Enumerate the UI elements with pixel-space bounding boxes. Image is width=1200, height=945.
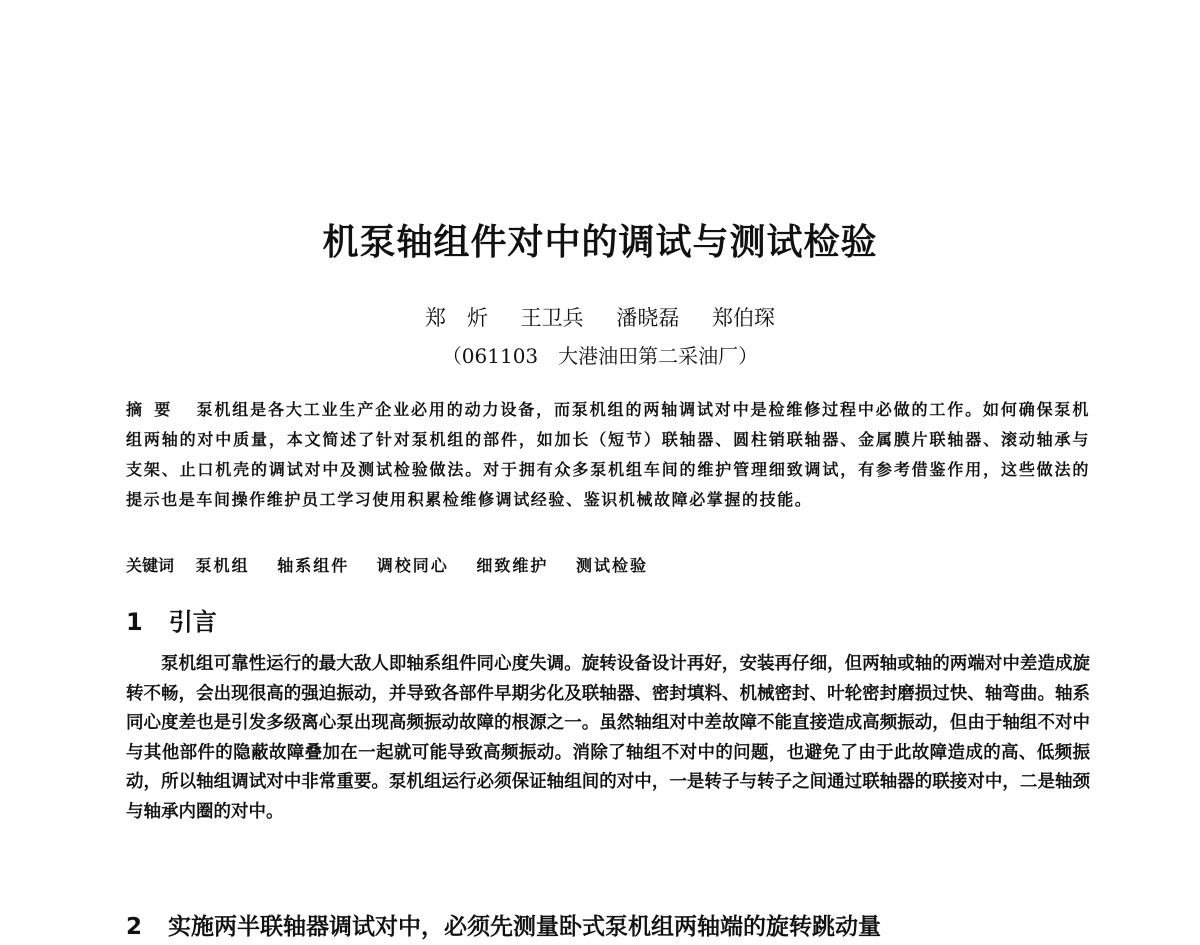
keywords-block	[126, 553, 1090, 576]
keyword: 轴系组件	[277, 556, 350, 575]
section-number: 1	[126, 608, 143, 636]
abstract-label: 摘要	[126, 400, 183, 419]
author-name: 郑伯琛	[712, 306, 776, 330]
abstract-block	[126, 395, 1090, 515]
author-name: 郑 炘	[424, 306, 488, 330]
section-heading	[126, 908, 881, 941]
keyword: 调校同心	[376, 556, 449, 575]
keywords-label: 关键词	[126, 556, 175, 575]
keyword: 测试检验	[575, 556, 648, 575]
section-title: 实施两半联轴器调试对中，必须先测量卧式泵机组两轴端的旋转跳动量	[168, 914, 882, 940]
author-name: 王卫兵	[520, 306, 584, 330]
keyword: 泵机组	[195, 556, 250, 575]
section-heading	[126, 602, 217, 637]
section-paragraph: 泵机组可靠性运行的最大敌人即轴系组件同心度失调。旋转设备设计再好，安装再仔细，但两轴或轴的两端对中差造成旋转不畅，会出现很高的强迫振动，并导致各部件早期劣化及联轴器、密封填料、机械密封、叶轮密封磨损过快、轴弯曲。轴系同心度差也是引发多级离心泵出现高频振动故障的根源之一。虽然轴组对中差故障不能直接造成高频振动，但由于轴组不对中与其他部件的隐蔽故障叠加在一起就可能导致高频振动。消除了轴组不对中的问题，也避免了由于此故障造成的高、低频振动，所以轴组调试对中非常重要。泵机组运行必须保证轴组间的对中，一是转子与转子之间通过联轴器的联接对中，二是轴颈与轴承内圈的对中。	[126, 654, 1090, 822]
paper-title: 机泵轴组件对中的调试与测试检验	[322, 222, 878, 263]
affiliation: （061103 大港油田第二采油厂）	[441, 344, 759, 368]
author-list	[0, 302, 1200, 332]
section-number: 2	[126, 914, 143, 940]
author-name: 潘晓磊	[616, 306, 680, 330]
keyword: 细致维护	[476, 556, 549, 575]
section-title: 引言	[168, 608, 217, 636]
abstract-text: 泵机组是各大工业生产企业必用的动力设备，而泵机组的两轴调试对中是检维修过程中必做的工作。如何确保泵机组两轴的对中质量，本文简述了针对泵机组的部件，如加长（短节）联轴器、圆柱销联轴器、金属膜片联轴器、滚动轴承与支架、止口机壳的调试对中及测试检验做法。对于拥有众多泵机组车间的维护管理细致调试，有参考借鉴作用，这些做法的提示也是车间操作维护员工学习使用积累检维修调试经验、鉴识机械故障必掌握的技能。	[126, 400, 1090, 509]
